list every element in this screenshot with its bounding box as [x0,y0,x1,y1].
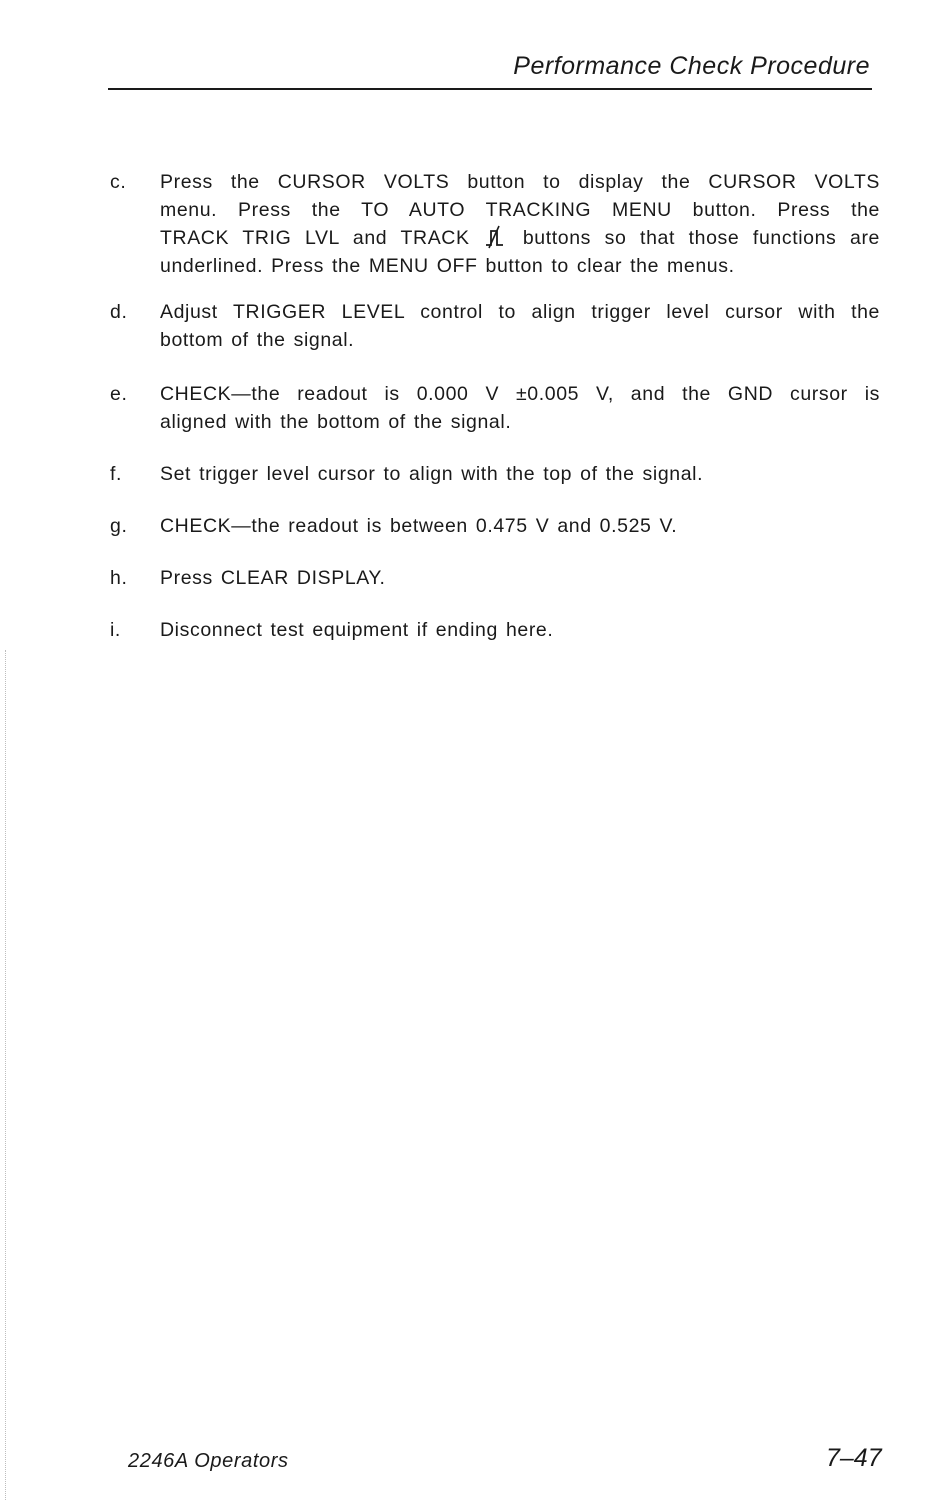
step-e [110,380,880,436]
step-line: Press the CURSOR VOLTS button to display the CURSOR VOLTS [160,171,880,193]
step-line: Adjust TRIGGER LEVEL control to align trigger level cursor with the [160,301,880,323]
step-i [110,616,880,644]
footer-manual-title: 2246A Operators [128,1450,289,1472]
step-text: Set trigger level cursor to align with the top of the signal. [160,463,704,485]
footer-page-number: 7–47 [826,1444,882,1472]
step-text [160,168,880,280]
step-f [110,460,880,488]
step-line: bottom of the signal. [160,329,355,351]
step-letter: c. [110,171,127,193]
scan-edge-mark [5,650,7,1500]
step-line: CHECK—the readout is 0.000 V ±0.005 V, and the GND cursor is [160,383,880,405]
step-letter: g. [110,515,128,537]
step-d [110,298,880,354]
step-line: menu. Press the TO AUTO TRACKING MENU button. Press the [160,199,880,221]
step-line: underlined. Press the MENU OFF button to clear the menus. [160,255,735,277]
step-letter: d. [110,301,128,323]
page-header-title: Performance Check Procedure [513,52,870,80]
step-line-suffix: buttons so that those functions are [522,227,880,249]
step-line-prefix: TRACK TRIG LVL and TRACK [160,227,470,249]
step-line-with-symbol [160,224,880,252]
step-g [110,512,880,540]
step-letter: h. [110,567,128,589]
step-text [160,298,880,354]
step-line: aligned with the bottom of the signal. [160,411,512,433]
step-c [110,168,880,280]
step-text: Disconnect test equipment if ending here. [160,619,554,641]
step-text [160,380,880,436]
step-letter: e. [110,383,128,405]
step-text: CHECK—the readout is between 0.475 V and 0.525 V. [160,515,678,537]
step-h [110,564,880,592]
trigger-level-symbol-icon [483,225,509,249]
header-rule [108,88,872,90]
procedure-steps [110,168,880,644]
step-letter: f. [110,463,123,485]
step-text: Press CLEAR DISPLAY. [160,567,386,589]
step-letter: i. [110,619,121,641]
